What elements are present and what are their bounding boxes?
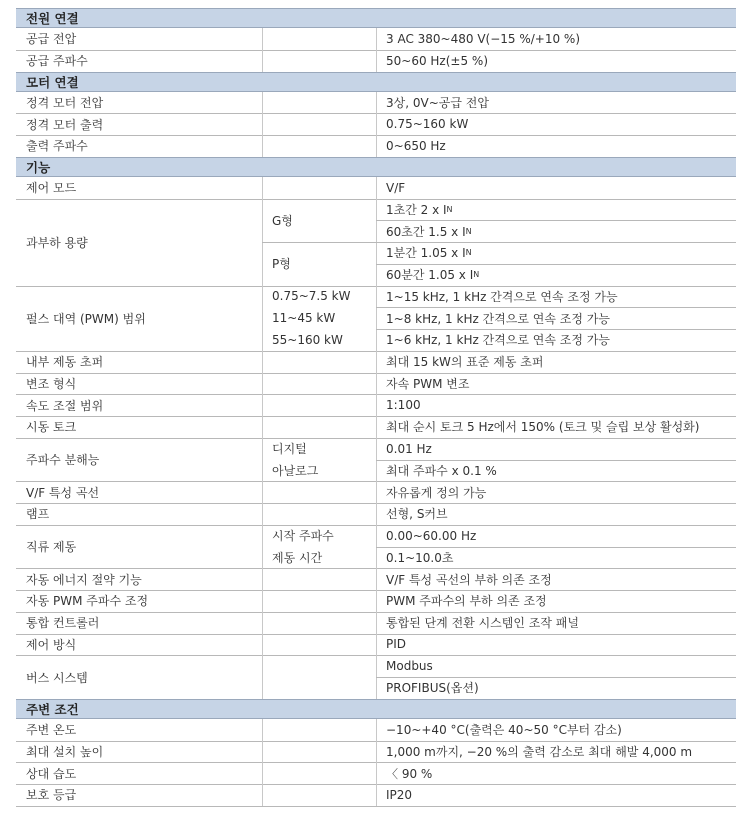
spec-value-text: 1분간 1.05 x I xyxy=(386,246,466,261)
spec-label: V/F 특성 곡선 xyxy=(26,485,100,500)
spec-value: 0.75~160 kW xyxy=(386,117,469,132)
spec-label: 주파수 분해능 xyxy=(26,453,100,467)
spec-label: 내부 제동 초퍼 xyxy=(26,355,104,370)
spec-label: 펄스 대역 (PWM) 범위 xyxy=(26,311,146,326)
spec-value: 1~8 kHz, 1 kHz 간격으로 연속 조정 가능 xyxy=(386,311,610,326)
column-divider xyxy=(262,394,263,416)
column-divider xyxy=(262,50,263,72)
spec-sublabel: 아날로그 xyxy=(272,463,319,478)
spec-value: 0.01 Hz xyxy=(386,441,432,456)
spec-label: 자동 PWM 주파수 조정 xyxy=(26,594,149,609)
spec-value: 자유롭게 정의 가능 xyxy=(386,485,487,500)
spec-sublabel: 55~160 kW xyxy=(272,332,343,347)
spec-label: 통합 컨트롤러 xyxy=(26,616,100,631)
spec-sublabel: 시작 주파수 xyxy=(272,529,334,544)
spec-value-text: 60초간 1.5 x I xyxy=(386,224,466,239)
section-header: 모터 연결 xyxy=(16,72,736,92)
section-header: 주변 조건 xyxy=(16,699,736,719)
spec-value-subscript: N xyxy=(465,226,472,236)
spec-label: 자동 에너지 절약 기능 xyxy=(26,572,142,587)
spec-value: 0.00~60.00 Hz xyxy=(386,528,477,543)
spec-value: IP20 xyxy=(386,787,413,802)
column-divider xyxy=(262,416,263,438)
spec-value: 선형, S커브 xyxy=(386,507,448,522)
spec-label: 정격 모터 출력 xyxy=(26,117,104,132)
spec-value: PID xyxy=(386,637,407,652)
spec-value: 최대 순시 토크 5 Hz에서 150% (토크 및 슬립 보상 활성화) xyxy=(386,420,700,435)
column-divider xyxy=(262,655,263,699)
spec-value: 통합된 단계 전환 시스템인 조작 패널 xyxy=(386,616,579,631)
spec-value: 50~60 Hz(±5 %) xyxy=(386,53,488,68)
spec-value: 〈 90 % xyxy=(386,766,433,781)
spec-label: 공급 주파수 xyxy=(26,54,88,69)
spec-sublabel: 제동 시간 xyxy=(272,550,323,565)
spec-label: 공급 전압 xyxy=(26,32,77,47)
spec-label: 보호 등급 xyxy=(26,788,77,803)
column-divider xyxy=(262,784,263,806)
section-header: 기능 xyxy=(16,157,736,177)
column-divider xyxy=(262,612,263,634)
spec-value: 1~6 kHz, 1 kHz 간격으로 연속 조정 가능 xyxy=(386,333,610,348)
spec-label: 변조 형식 xyxy=(26,376,77,391)
spec-value-subscript: N xyxy=(473,270,480,280)
spec-value: 1:100 xyxy=(386,398,421,413)
spec-value: 1~15 kHz, 1 kHz 간격으로 연속 조정 가능 xyxy=(386,289,618,304)
spec-label: 출력 주파수 xyxy=(26,139,88,154)
column-divider xyxy=(262,568,263,590)
spec-sublabel: P형 xyxy=(272,257,291,272)
spec-value: PROFIBUS(옵션) xyxy=(386,681,479,696)
column-divider xyxy=(262,92,263,114)
spec-label: 속도 조절 범위 xyxy=(26,398,104,413)
spec-value: 1,000 m까지, −20 %의 출력 감소로 최대 해발 4,000 m xyxy=(386,744,693,759)
spec-value: 0~650 Hz xyxy=(386,138,446,153)
spec-label: 제어 모드 xyxy=(26,181,77,196)
column-divider xyxy=(262,351,263,373)
spec-value-subscript: N xyxy=(465,248,472,258)
spec-value xyxy=(376,220,736,242)
spec-label: 시동 토크 xyxy=(26,420,77,435)
spec-label: 정격 모터 전압 xyxy=(26,95,104,110)
spec-label: 버스 시스템 xyxy=(26,670,88,685)
spec-label: 상대 습도 xyxy=(26,766,77,781)
spec-value: 자속 PWM 변조 xyxy=(386,376,470,391)
spec-value: 최대 15 kW의 표준 제동 초퍼 xyxy=(386,355,544,370)
spec-label: 램프 xyxy=(26,507,50,522)
spec-value-subscript: N xyxy=(446,204,453,214)
spec-value: 3상, 0V~공급 전압 xyxy=(386,95,489,110)
column-divider xyxy=(262,373,263,395)
column-divider xyxy=(262,481,263,503)
column-divider xyxy=(262,719,263,741)
column-divider xyxy=(262,28,263,50)
column-divider xyxy=(262,590,263,612)
spec-value-text: 1초간 2 x I xyxy=(386,202,447,217)
spec-label: 제어 방식 xyxy=(26,637,77,652)
column-divider xyxy=(262,135,263,157)
spec-value: 최대 주파수 x 0.1 % xyxy=(386,463,497,478)
spec-value: V/F 특성 곡선의 부하 의존 조정 xyxy=(386,572,552,587)
spec-sublabel: 11~45 kW xyxy=(272,311,336,326)
column-divider xyxy=(262,762,263,784)
spec-value: −10~+40 °C(출력은 40~50 °C부터 감소) xyxy=(386,723,622,738)
spec-value: 0.1~10.0초 xyxy=(386,550,454,565)
spec-value-text: 60분간 1.05 x I xyxy=(386,268,474,283)
spec-value xyxy=(376,199,736,221)
spec-sublabel: G형 xyxy=(272,213,293,228)
spec-sublabel: 0.75~7.5 kW xyxy=(272,289,351,304)
spec-value xyxy=(376,264,736,286)
row-divider xyxy=(16,806,736,807)
spec-sublabel: 디지털 xyxy=(272,442,307,457)
spec-value: V/F xyxy=(386,180,406,195)
spec-label: 최대 설치 높이 xyxy=(26,744,104,759)
spec-value: Modbus xyxy=(386,659,433,674)
column-divider xyxy=(262,634,263,656)
column-divider xyxy=(262,741,263,763)
column-divider xyxy=(262,177,263,199)
spec-value xyxy=(376,242,736,264)
column-divider xyxy=(262,113,263,135)
spec-label: 과부하 용량 xyxy=(26,235,88,250)
section-header: 전원 연결 xyxy=(16,8,736,28)
spec-label: 직류 제동 xyxy=(26,540,77,554)
column-divider xyxy=(262,503,263,525)
spec-value: PWM 주파수의 부하 의존 조정 xyxy=(386,594,547,609)
spec-value: 3 AC 380~480 V(−15 %/+10 %) xyxy=(386,31,581,46)
spec-label: 주변 온도 xyxy=(26,723,77,738)
